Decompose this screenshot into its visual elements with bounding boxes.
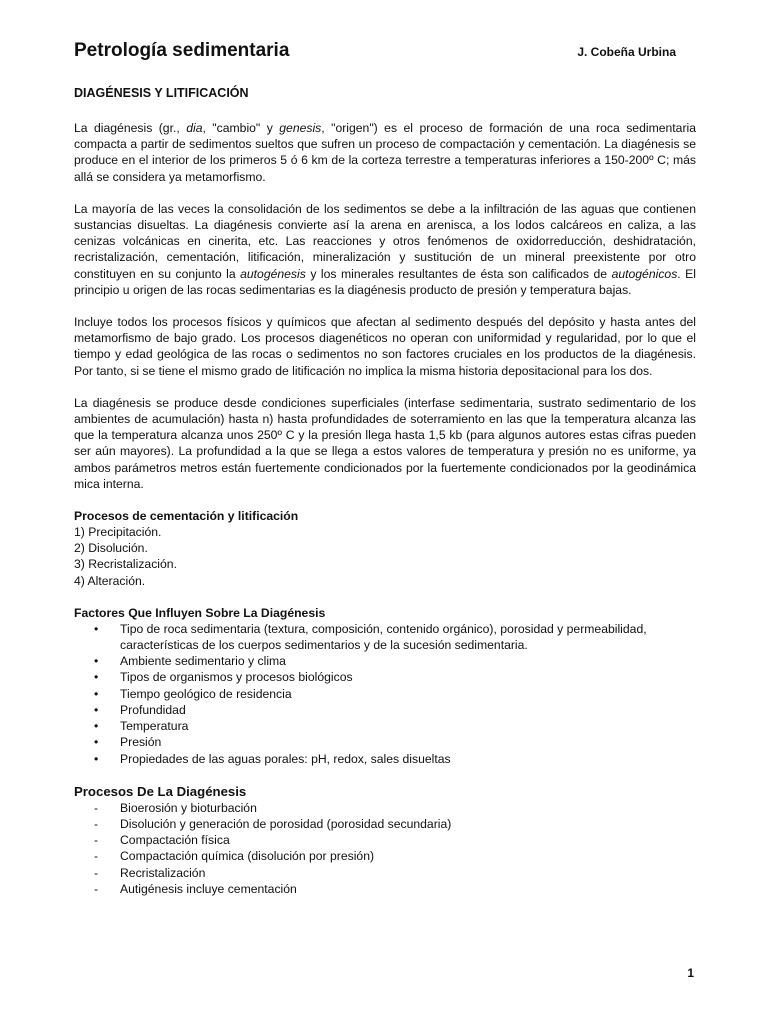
bullet-icon: • bbox=[94, 670, 99, 685]
p2-text-c: . El principio u origen de las rocas sedimentarias es la diagénesis producto de presión y temperatura bajas. bbox=[74, 266, 697, 297]
section-title: DIAGÉNESIS Y LITIFICACIÓN bbox=[74, 86, 249, 100]
list-item-text: Bioerosión y bioturbación bbox=[120, 800, 257, 815]
list-item-text: Compactación física bbox=[120, 833, 230, 848]
page-number: 1 bbox=[687, 966, 694, 980]
list-item bbox=[74, 621, 696, 653]
list-item bbox=[74, 800, 696, 816]
dash-icon: - bbox=[94, 816, 99, 831]
paragraph-3: Incluye todos los procesos físicos y químicos que afectan al sedimento después del depósito y hasta antes del metamorfismo de bajo grado. Los procesos diagenéticos no operan con uniformidad y regularidad, por lo que el tiempo y edad geológica de las rocas o sedimentos no son factores cruciales en los productos de la diagénesis. Por tanto, si se tiene el mismo grado de litificación no implica la misma historia depositacional para los dos. bbox=[74, 315, 696, 378]
list-item bbox=[74, 734, 696, 750]
list-item-text: Tipo de roca sedimentaria (textura, composición, contenido orgánico), porosidad y permeabilidad, características de los cuerpos sedimentarios y de la sucesión sedimentaria. bbox=[120, 621, 647, 653]
list-item bbox=[74, 686, 696, 702]
p2-text-b: y los minerales resultantes de ésta son calificados de bbox=[305, 266, 612, 281]
list-item bbox=[74, 816, 696, 832]
p2-term-autogenesis: autogénesis bbox=[240, 266, 306, 281]
list-item: 3) Recristalización. bbox=[74, 557, 177, 572]
list-item-text: Disolución y generación de porosidad (porosidad secundaria) bbox=[120, 816, 452, 831]
p2-text-a: La mayoría de las veces la consolidación de los sedimentos se debe a la infiltración de las aguas que contienen sustancias disueltas. La diagénesis convierte así la arena en arenisca, a los lodos calcáreos en caliza, a las cenizas volcánicas en cinerita, etc. Las reacciones y otros fenómenos de oxidorreducción, deshidratación, recristalización, cementación, litificación, mineralización y sustitución de un mineral preexistente por otro constituyen en su conjunto la bbox=[74, 201, 696, 281]
list-item-text: Recristalización bbox=[120, 865, 206, 880]
paragraph-4: La diagénesis se produce desde condiciones superficiales (interfase sedimentaria, sustrato sedimentario de los ambientes de acumulación) hasta n) hasta profundidades de soterramiento en las que la temperatura alcanza las que la temperatura alcanza unos 250º C y la presión llega hasta 1,5 kb (para algunos autores estas cifras pueden ser aún mayores). La profundidad a la que se llega a estos valores de temperatura y presión no es uniforme, ya ambos parámetros metros están fuertemente condicionados por la fuertemente condicionados por la geodinámica mica interna. bbox=[74, 395, 696, 491]
list-item bbox=[74, 702, 696, 718]
bullet-icon: • bbox=[94, 621, 99, 636]
bullet-icon: • bbox=[94, 735, 99, 750]
bullet-icon: • bbox=[94, 686, 99, 701]
paragraph-1 bbox=[74, 120, 696, 185]
list-item-text: Autigénesis incluye cementación bbox=[120, 881, 297, 896]
dash-icon: - bbox=[94, 865, 99, 880]
bullet-icon: • bbox=[94, 751, 99, 766]
dash-icon: - bbox=[94, 833, 99, 848]
list-item-text: Tiempo geológico de residencia bbox=[120, 686, 292, 701]
document-title: Petrología sedimentaria bbox=[74, 40, 290, 61]
list-item-text: Propiedades de las aguas porales: pH, redox, sales disueltas bbox=[120, 751, 451, 766]
processes-list bbox=[74, 800, 696, 897]
page-header bbox=[74, 40, 696, 70]
list-item-text: Presión bbox=[120, 735, 162, 750]
dash-icon: - bbox=[94, 849, 99, 864]
bullet-icon: • bbox=[94, 719, 99, 734]
list-item-text: Profundidad bbox=[120, 702, 186, 717]
dash-icon: - bbox=[94, 800, 99, 815]
bullet-icon: • bbox=[94, 654, 99, 669]
p1-term-genesis: genesis bbox=[279, 121, 322, 135]
dash-icon: - bbox=[94, 881, 99, 896]
list-item bbox=[74, 881, 696, 897]
processes-title: Procesos De La Diagénesis bbox=[74, 783, 247, 799]
p1-term-dia: dia bbox=[186, 121, 203, 135]
list-item bbox=[74, 669, 696, 685]
list-item-text: Ambiente sedimentario y clima bbox=[120, 654, 286, 669]
author-name: J. Cobeña Urbina bbox=[577, 45, 676, 59]
list-item bbox=[74, 718, 696, 734]
list-item bbox=[74, 848, 696, 864]
list-item bbox=[74, 653, 696, 669]
cementation-title: Procesos de cementación y litificación bbox=[74, 509, 299, 524]
list-item: 4) Alteración. bbox=[74, 573, 146, 588]
p1-text-a: La diagénesis (gr., bbox=[74, 121, 187, 135]
list-item bbox=[74, 751, 696, 767]
list-item bbox=[74, 865, 696, 881]
p1-text-c: , "origen") es el proceso de formación de una roca sedimentaria compacta a partir de sedimentos sueltos que sufren un proceso de compactación y cementación. La diagénesis se produce en el interior de los primeros 5 ó 6 km de la corteza terrestre a temperaturas inferiores a 150-200º C; más allá se considera ya metamorfismo. bbox=[74, 121, 696, 184]
list-item-text: Compactación química (disolución por presión) bbox=[120, 849, 375, 864]
p1-text-b: , "cambio" y bbox=[202, 121, 280, 135]
list-item-text: Temperatura bbox=[120, 719, 189, 734]
list-item: 1) Precipitación. bbox=[74, 525, 162, 540]
list-item: 2) Disolución. bbox=[74, 541, 148, 556]
list-item-text: Tipos de organismos y procesos biológicos bbox=[120, 670, 353, 685]
factors-list bbox=[74, 621, 696, 767]
p2-term-autogenicos: autogénicos bbox=[611, 266, 678, 281]
paragraph-2 bbox=[74, 201, 696, 298]
list-item bbox=[74, 832, 696, 848]
factors-title: Factores Que Influyen Sobre La Diagénesis bbox=[74, 605, 326, 620]
bullet-icon: • bbox=[94, 702, 99, 717]
cementation-list bbox=[74, 524, 696, 589]
